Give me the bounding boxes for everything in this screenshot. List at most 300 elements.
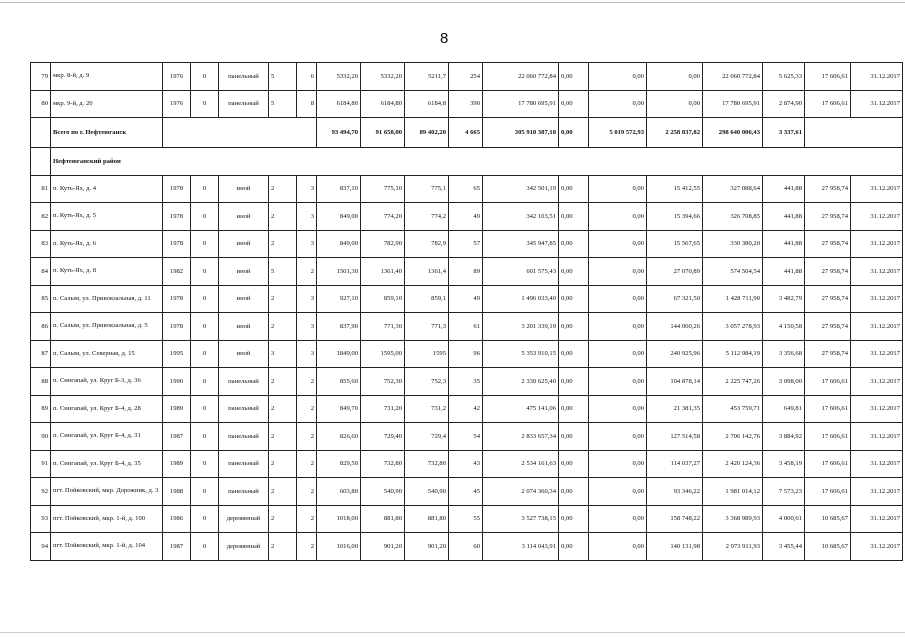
material-cell: иной <box>219 175 269 203</box>
entrances-cell: 2 <box>297 368 317 396</box>
local-funds-cell: 0,00 <box>647 90 703 118</box>
total-cost-cell: 22 060 772,84 <box>483 63 559 91</box>
local-funds-cell: 2 258 837,82 <box>647 118 703 148</box>
zero-cell: 0 <box>191 340 219 368</box>
max-cost-cell: 27 958,74 <box>805 203 851 231</box>
regional-funds-cell: 0,00 <box>589 285 647 313</box>
residential-area-cell: 89 402,20 <box>405 118 449 148</box>
residents-cell: 89 <box>449 258 483 286</box>
regional-funds-cell: 0,00 <box>589 313 647 341</box>
regional-funds-cell: 0,00 <box>589 423 647 451</box>
completion-date-cell: 31.12.2017 <box>851 313 903 341</box>
federal-funds-cell: 0,00 <box>559 450 589 478</box>
regional-funds-cell: 0,00 <box>589 450 647 478</box>
completion-date-cell: 31.12.2017 <box>851 203 903 231</box>
material-cell: панельный <box>219 63 269 91</box>
entrances-cell: 2 <box>297 423 317 451</box>
address-cell: п. Куть-Ях, д. 6 <box>51 230 163 258</box>
cost-per-sqm-cell: 441,88 <box>763 175 805 203</box>
residents-cell: 49 <box>449 203 483 231</box>
row-number-cell: 83 <box>31 230 51 258</box>
total-area-cell: 927,10 <box>317 285 361 313</box>
empty-cell <box>31 148 51 176</box>
regional-funds-cell: 0,00 <box>589 63 647 91</box>
address-cell: мкр. 9-й, д. 20 <box>51 90 163 118</box>
address-cell: пгт. Пойковский, мкр. Дорожник, д. 3 <box>51 478 163 506</box>
max-cost-cell: 17 606,61 <box>805 450 851 478</box>
residential-area-cell: 5211,7 <box>405 63 449 91</box>
residents-cell: 49 <box>449 285 483 313</box>
year-cell: 1976 <box>163 63 191 91</box>
premises-area-cell: 6184,80 <box>361 90 405 118</box>
material-cell: панельный <box>219 90 269 118</box>
residential-area-cell: 881,80 <box>405 505 449 533</box>
max-cost-cell: 10 685,67 <box>805 505 851 533</box>
material-cell: иной <box>219 340 269 368</box>
total-cost-cell: 342 103,51 <box>483 203 559 231</box>
row-number-cell: 94 <box>31 533 51 561</box>
premises-area-cell: 782,90 <box>361 230 405 258</box>
zero-cell: 0 <box>191 423 219 451</box>
floors-cell: 5 <box>269 63 297 91</box>
total-area-cell: 5332,20 <box>317 63 361 91</box>
regional-funds-cell: 0,00 <box>589 340 647 368</box>
total-area-cell: 603,80 <box>317 478 361 506</box>
material-cell: иной <box>219 230 269 258</box>
residential-area-cell: 732,80 <box>405 450 449 478</box>
row-number-cell: 91 <box>31 450 51 478</box>
federal-funds-cell: 0,00 <box>559 90 589 118</box>
row-number-cell: 84 <box>31 258 51 286</box>
material-cell: панельный <box>219 368 269 396</box>
address-cell: п. Салым, ул. Привокзальная, д. 5 <box>51 313 163 341</box>
subtotal-label: Всего по г. Нефтеюганск <box>51 118 163 148</box>
completion-date-cell: 31.12.2017 <box>851 533 903 561</box>
section-header-label: Нефтеюганский район <box>51 148 903 176</box>
regional-funds-cell: 0,00 <box>589 258 647 286</box>
total-area-cell: 837,10 <box>317 175 361 203</box>
federal-funds-cell: 0,00 <box>559 175 589 203</box>
floors-cell: 5 <box>269 258 297 286</box>
owner-funds-cell: 1 981 014,12 <box>703 478 763 506</box>
table-row <box>31 90 903 118</box>
owner-funds-cell: 574 504,54 <box>703 258 763 286</box>
completion-date-cell: 31.12.2017 <box>851 368 903 396</box>
cost-per-sqm-cell: 7 573,23 <box>763 478 805 506</box>
federal-funds-cell: 0,00 <box>559 505 589 533</box>
local-funds-cell: 240 925,96 <box>647 340 703 368</box>
floors-cell: 2 <box>269 285 297 313</box>
zero-cell: 0 <box>191 505 219 533</box>
max-cost-cell: 17 606,61 <box>805 368 851 396</box>
zero-cell: 0 <box>191 368 219 396</box>
residential-area-cell: 1595 <box>405 340 449 368</box>
floors-cell: 2 <box>269 313 297 341</box>
top-edge-line <box>0 2 905 3</box>
owner-funds-cell: 5 112 984,19 <box>703 340 763 368</box>
owner-funds-cell: 3 368 989,93 <box>703 505 763 533</box>
empty-cell <box>31 118 51 148</box>
entrances-cell: 3 <box>297 175 317 203</box>
cost-per-sqm-cell: 3 356,68 <box>763 340 805 368</box>
total-cost-cell: 3 114 043,91 <box>483 533 559 561</box>
year-cell: 1978 <box>163 285 191 313</box>
owner-funds-cell: 22 060 772,84 <box>703 63 763 91</box>
total-area-cell: 1501,30 <box>317 258 361 286</box>
table-row <box>31 63 903 91</box>
entrances-cell: 2 <box>297 478 317 506</box>
premises-area-cell: 5332,20 <box>361 63 405 91</box>
table-row <box>31 340 903 368</box>
max-cost-cell: 17 606,61 <box>805 478 851 506</box>
premises-area-cell: 729,40 <box>361 423 405 451</box>
table-row <box>31 505 903 533</box>
row-number-cell: 92 <box>31 478 51 506</box>
max-cost-cell: 27 958,74 <box>805 175 851 203</box>
floors-cell: 2 <box>269 368 297 396</box>
empty-cell <box>805 118 903 148</box>
year-cell: 1978 <box>163 313 191 341</box>
floors-cell: 3 <box>269 340 297 368</box>
zero-cell: 0 <box>191 450 219 478</box>
zero-cell: 0 <box>191 533 219 561</box>
address-cell: п. Сингапай, ул. Круг Б-4, д. 31 <box>51 423 163 451</box>
address-cell: пгт. Пойковский, мкр. 1-й, д. 104 <box>51 533 163 561</box>
federal-funds-cell: 0,00 <box>559 258 589 286</box>
completion-date-cell: 31.12.2017 <box>851 175 903 203</box>
address-cell: мкр. 8-й, д. 9 <box>51 63 163 91</box>
premises-area-cell: 771,30 <box>361 313 405 341</box>
completion-date-cell: 31.12.2017 <box>851 63 903 91</box>
federal-funds-cell: 0,00 <box>559 230 589 258</box>
regional-funds-cell: 0,00 <box>589 533 647 561</box>
cost-per-sqm-cell: 5 625,33 <box>763 63 805 91</box>
zero-cell: 0 <box>191 285 219 313</box>
row-number-cell: 86 <box>31 313 51 341</box>
table-row <box>31 230 903 258</box>
owner-funds-cell: 2 225 747,26 <box>703 368 763 396</box>
regional-funds-cell: 0,00 <box>589 368 647 396</box>
completion-date-cell: 31.12.2017 <box>851 258 903 286</box>
material-cell: иной <box>219 258 269 286</box>
cost-per-sqm-cell: 3 098,00 <box>763 368 805 396</box>
row-number-cell: 88 <box>31 368 51 396</box>
local-funds-cell: 21 381,35 <box>647 395 703 423</box>
row-number-cell: 93 <box>31 505 51 533</box>
row-number-cell: 80 <box>31 90 51 118</box>
local-funds-cell: 114 037,27 <box>647 450 703 478</box>
regional-funds-cell: 0,00 <box>589 203 647 231</box>
residents-cell: 390 <box>449 90 483 118</box>
entrances-cell: 2 <box>297 450 317 478</box>
material-cell: панельный <box>219 478 269 506</box>
row-number-cell: 79 <box>31 63 51 91</box>
entrances-cell: 8 <box>297 90 317 118</box>
premises-area-cell: 774,20 <box>361 203 405 231</box>
residents-cell: 54 <box>449 423 483 451</box>
total-cost-cell: 5 353 910,15 <box>483 340 559 368</box>
bottom-edge-line <box>0 632 905 633</box>
year-cell: 1987 <box>163 533 191 561</box>
cost-per-sqm-cell: 3 458,19 <box>763 450 805 478</box>
max-cost-cell: 17 606,61 <box>805 395 851 423</box>
zero-cell: 0 <box>191 63 219 91</box>
zero-cell: 0 <box>191 258 219 286</box>
material-cell: панельный <box>219 450 269 478</box>
federal-funds-cell: 0,00 <box>559 63 589 91</box>
year-cell: 1982 <box>163 258 191 286</box>
total-cost-cell: 3 527 738,15 <box>483 505 559 533</box>
residents-cell: 65 <box>449 175 483 203</box>
premises-area-cell: 731,20 <box>361 395 405 423</box>
material-cell: иной <box>219 203 269 231</box>
table-row <box>31 368 903 396</box>
table-row <box>31 395 903 423</box>
year-cell: 1986 <box>163 505 191 533</box>
local-funds-cell: 127 514,58 <box>647 423 703 451</box>
table-row <box>31 258 903 286</box>
floors-cell: 2 <box>269 533 297 561</box>
year-cell: 1995 <box>163 340 191 368</box>
table-row <box>31 478 903 506</box>
premises-area-cell: 540,90 <box>361 478 405 506</box>
cost-per-sqm-cell: 441,88 <box>763 230 805 258</box>
material-cell: иной <box>219 285 269 313</box>
address-cell: п. Салым, ул. Привокзальная, д. 11 <box>51 285 163 313</box>
residential-area-cell: 782,9 <box>405 230 449 258</box>
cost-per-sqm-cell: 4 000,61 <box>763 505 805 533</box>
total-cost-cell: 2 534 161,63 <box>483 450 559 478</box>
zero-cell: 0 <box>191 478 219 506</box>
residential-area-cell: 901,20 <box>405 533 449 561</box>
address-cell: п. Салым, ул. Северная, д. 15 <box>51 340 163 368</box>
max-cost-cell: 27 958,74 <box>805 285 851 313</box>
federal-funds-cell: 0,00 <box>559 313 589 341</box>
residential-area-cell: 774,2 <box>405 203 449 231</box>
residential-area-cell: 771,3 <box>405 313 449 341</box>
federal-funds-cell: 0,00 <box>559 203 589 231</box>
row-number-cell: 87 <box>31 340 51 368</box>
row-number-cell: 81 <box>31 175 51 203</box>
residential-area-cell: 731,2 <box>405 395 449 423</box>
zero-cell: 0 <box>191 203 219 231</box>
year-cell: 1978 <box>163 230 191 258</box>
entrances-cell: 3 <box>297 230 317 258</box>
completion-date-cell: 31.12.2017 <box>851 395 903 423</box>
table-row <box>31 450 903 478</box>
year-cell: 1978 <box>163 175 191 203</box>
total-area-cell: 849,00 <box>317 203 361 231</box>
completion-date-cell: 31.12.2017 <box>851 340 903 368</box>
premises-area-cell: 901,20 <box>361 533 405 561</box>
entrances-cell: 3 <box>297 285 317 313</box>
housing-register-table <box>30 62 903 561</box>
federal-funds-cell: 0,00 <box>559 340 589 368</box>
section-header-row <box>31 148 903 176</box>
address-cell: пгт. Пойковский, мкр. 1-й, д. 100 <box>51 505 163 533</box>
cost-per-sqm-cell: 649,81 <box>763 395 805 423</box>
material-cell: деревянный <box>219 505 269 533</box>
residential-area-cell: 752,3 <box>405 368 449 396</box>
page-number: 8 <box>440 30 449 47</box>
completion-date-cell: 31.12.2017 <box>851 450 903 478</box>
floors-cell: 2 <box>269 230 297 258</box>
owner-funds-cell: 327 088,64 <box>703 175 763 203</box>
regional-funds-cell: 0,00 <box>589 395 647 423</box>
local-funds-cell: 93 346,22 <box>647 478 703 506</box>
cost-per-sqm-cell: 3 884,92 <box>763 423 805 451</box>
row-number-cell: 85 <box>31 285 51 313</box>
total-area-cell: 837,90 <box>317 313 361 341</box>
completion-date-cell: 31.12.2017 <box>851 478 903 506</box>
residents-cell: 96 <box>449 340 483 368</box>
address-cell: п. Сингапай, ул. Круг Б-4, д. 28 <box>51 395 163 423</box>
cost-per-sqm-cell: 3 482,79 <box>763 285 805 313</box>
residents-cell: 42 <box>449 395 483 423</box>
entrances-cell: 2 <box>297 533 317 561</box>
material-cell: панельный <box>219 423 269 451</box>
table-row <box>31 285 903 313</box>
local-funds-cell: 15 567,65 <box>647 230 703 258</box>
total-area-cell: 1849,00 <box>317 340 361 368</box>
floors-cell: 2 <box>269 423 297 451</box>
year-cell: 1976 <box>163 90 191 118</box>
premises-area-cell: 732,80 <box>361 450 405 478</box>
address-cell: п. Сингапай, ул. Круг Б-3, д. 36 <box>51 368 163 396</box>
residents-cell: 60 <box>449 533 483 561</box>
premises-area-cell: 881,80 <box>361 505 405 533</box>
local-funds-cell: 104 878,14 <box>647 368 703 396</box>
owner-funds-cell: 2 420 124,36 <box>703 450 763 478</box>
cost-per-sqm-cell: 4 150,58 <box>763 313 805 341</box>
residents-cell: 57 <box>449 230 483 258</box>
owner-funds-cell: 298 640 006,43 <box>703 118 763 148</box>
max-cost-cell: 27 958,74 <box>805 340 851 368</box>
total-area-cell: 829,50 <box>317 450 361 478</box>
total-area-cell: 1018,00 <box>317 505 361 533</box>
total-area-cell: 849,00 <box>317 230 361 258</box>
total-cost-cell: 1 496 033,40 <box>483 285 559 313</box>
federal-funds-cell: 0,00 <box>559 533 589 561</box>
residents-cell: 35 <box>449 368 483 396</box>
premises-area-cell: 752,30 <box>361 368 405 396</box>
federal-funds-cell: 0,00 <box>559 478 589 506</box>
residential-area-cell: 775,1 <box>405 175 449 203</box>
row-number-cell: 89 <box>31 395 51 423</box>
max-cost-cell: 27 958,74 <box>805 230 851 258</box>
entrances-cell: 2 <box>297 395 317 423</box>
floors-cell: 2 <box>269 478 297 506</box>
zero-cell: 0 <box>191 90 219 118</box>
max-cost-cell: 10 685,67 <box>805 533 851 561</box>
residential-area-cell: 1361,4 <box>405 258 449 286</box>
subtotal-row <box>31 118 903 148</box>
floors-cell: 2 <box>269 175 297 203</box>
zero-cell: 0 <box>191 395 219 423</box>
table-row <box>31 533 903 561</box>
floors-cell: 5 <box>269 90 297 118</box>
residents-cell: 43 <box>449 450 483 478</box>
completion-date-cell: 31.12.2017 <box>851 230 903 258</box>
premises-area-cell: 1361,40 <box>361 258 405 286</box>
cost-per-sqm-cell: 3 337,61 <box>763 118 805 148</box>
address-cell: п. Куть-Ях, д. 5 <box>51 203 163 231</box>
federal-funds-cell: 0,00 <box>559 285 589 313</box>
total-area-cell: 93 494,70 <box>317 118 361 148</box>
local-funds-cell: 0,00 <box>647 63 703 91</box>
material-cell: иной <box>219 313 269 341</box>
table-row <box>31 175 903 203</box>
floors-cell: 2 <box>269 450 297 478</box>
total-cost-cell: 345 947,85 <box>483 230 559 258</box>
material-cell: деревянный <box>219 533 269 561</box>
residential-area-cell: 6184,8 <box>405 90 449 118</box>
max-cost-cell: 17 606,61 <box>805 63 851 91</box>
residential-area-cell: 540,90 <box>405 478 449 506</box>
residents-cell: 55 <box>449 505 483 533</box>
owner-funds-cell: 17 780 695,91 <box>703 90 763 118</box>
empty-cell <box>163 118 317 148</box>
residents-cell: 254 <box>449 63 483 91</box>
premises-area-cell: 1595,00 <box>361 340 405 368</box>
regional-funds-cell: 0,00 <box>589 90 647 118</box>
local-funds-cell: 140 131,98 <box>647 533 703 561</box>
total-cost-cell: 342 501,19 <box>483 175 559 203</box>
residents-cell: 4 665 <box>449 118 483 148</box>
entrances-cell: 3 <box>297 340 317 368</box>
local-funds-cell: 144 060,26 <box>647 313 703 341</box>
row-number-cell: 90 <box>31 423 51 451</box>
residential-area-cell: 729,4 <box>405 423 449 451</box>
local-funds-cell: 67 321,50 <box>647 285 703 313</box>
total-area-cell: 855,60 <box>317 368 361 396</box>
residents-cell: 45 <box>449 478 483 506</box>
zero-cell: 0 <box>191 230 219 258</box>
cost-per-sqm-cell: 441,88 <box>763 203 805 231</box>
local-funds-cell: 158 748,22 <box>647 505 703 533</box>
total-cost-cell: 3 201 339,19 <box>483 313 559 341</box>
regional-funds-cell: 0,00 <box>589 478 647 506</box>
completion-date-cell: 31.12.2017 <box>851 423 903 451</box>
table-row <box>31 423 903 451</box>
address-cell: п. Куть-Ях, д. 4 <box>51 175 163 203</box>
total-cost-cell: 2 074 360,34 <box>483 478 559 506</box>
owner-funds-cell: 330 380,20 <box>703 230 763 258</box>
max-cost-cell: 27 958,74 <box>805 313 851 341</box>
year-cell: 1989 <box>163 450 191 478</box>
premises-area-cell: 859,10 <box>361 285 405 313</box>
row-number-cell: 82 <box>31 203 51 231</box>
completion-date-cell: 31.12.2017 <box>851 90 903 118</box>
address-cell: п. Сингапай, ул. Круг Б-4, д. 35 <box>51 450 163 478</box>
entrances-cell: 6 <box>297 63 317 91</box>
federal-funds-cell: 0,00 <box>559 423 589 451</box>
regional-funds-cell: 0,00 <box>589 230 647 258</box>
material-cell: панельный <box>219 395 269 423</box>
cost-per-sqm-cell: 441,88 <box>763 258 805 286</box>
entrances-cell: 3 <box>297 203 317 231</box>
premises-area-cell: 91 658,00 <box>361 118 405 148</box>
regional-funds-cell: 0,00 <box>589 505 647 533</box>
total-cost-cell: 305 918 387,18 <box>483 118 559 148</box>
year-cell: 1987 <box>163 423 191 451</box>
floors-cell: 2 <box>269 203 297 231</box>
entrances-cell: 2 <box>297 505 317 533</box>
max-cost-cell: 27 958,74 <box>805 258 851 286</box>
floors-cell: 2 <box>269 395 297 423</box>
owner-funds-cell: 1 428 711,90 <box>703 285 763 313</box>
total-area-cell: 849,70 <box>317 395 361 423</box>
